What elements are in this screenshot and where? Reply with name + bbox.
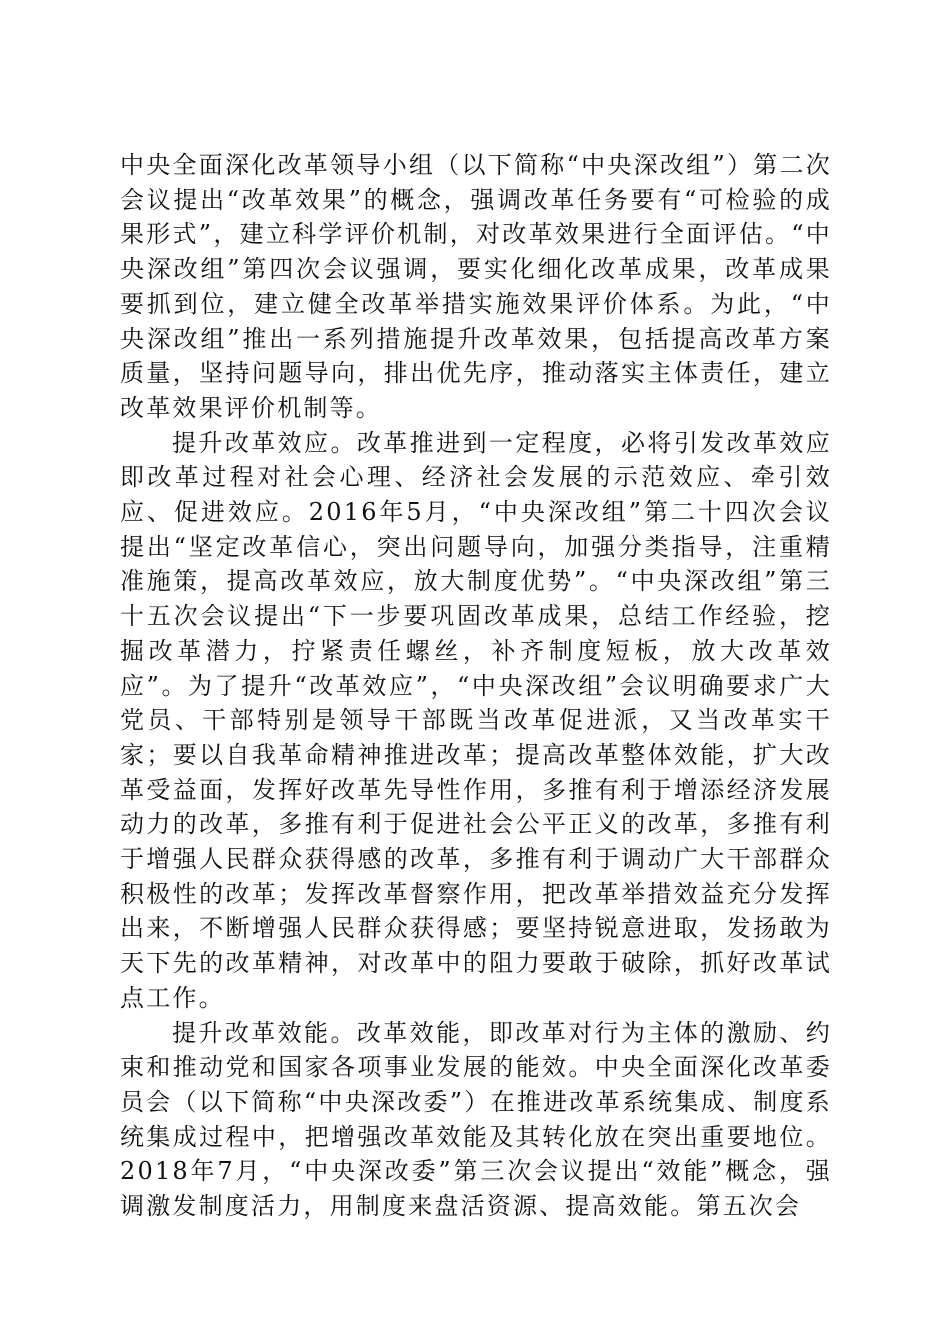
paragraph-reform-influence: 提升改革效应。改革推进到一定程度，必将引发改革效应即改革过程对社会心理、经济社会发展的示范效应、牵引效应、促进效应。2016年5月，“中央深改组”第二十四次会议提出“坚定改革信心，突出问题导向，加强分类指导，注重精准施策，提高改革效应，放大制度优势”。“中央深改组”第三十五次会议提出“下一步要巩固改革成果，总结工作经验，挖掘改革潜力，拧紧责任螺丝，补齐制度短板，放大改革效应”。为了提升“改革效应”，“中央深改组”会议明确要求广大党员、干部特别是领导干部既当改革促进派，又当改革实干家；要以自我革命精神推进改革；提高改革整体效能，扩大改革受益面，发挥好改革先导性作用，多推有利于增添经济发展动力的改革，多推有利于促进社会公平正义的改革，多推有利于增强人民群众获得感的改革，多推有利于调动广大干部群众积极性的改革；发挥改革督察作用，把改革举措效益充分发挥出来，不断增强人民群众获得感；要坚持锐意进取，发扬敢为天下先的改革精神，对改革中的阻力要敢于破除，抓好改革试点工作。 [120, 428, 832, 1012]
document-body [120, 148, 832, 1224]
paragraph-reform-efficiency: 提升改革效能。改革效能，即改革对行为主体的激励、约束和推动党和国家各项事业发展的能效。中央全面深化改革委员会（以下简称“中央深改委”）在推进改革系统集成、制度系统集成过程中，把增强改革效能及其转化放在突出重要地位。2018年7月，“中央深改委”第三次会议提出“效能”概念，强调激发制度活力，用制度来盘活资源、提高效能。第五次会 [120, 1018, 832, 1221]
paragraph-reform-effect: 中央全面深化改革领导小组（以下简称“中央深改组”）第二次会议提出“改革效果”的概念，强调改革任务要有“可检验的成果形式”，建立科学评价机制，对改革效果进行全面评估。“中央深改组”第四次会议强调，要实化细化改革成果，改革成果要抓到位，建立健全改革举措实施效果评价体系。为此，“中央深改组”推出一系列措施提升改革效果，包括提高改革方案质量，坚持问题导向，排出优先序，推动落实主体责任，建立改革效果评价机制等。 [120, 151, 832, 422]
